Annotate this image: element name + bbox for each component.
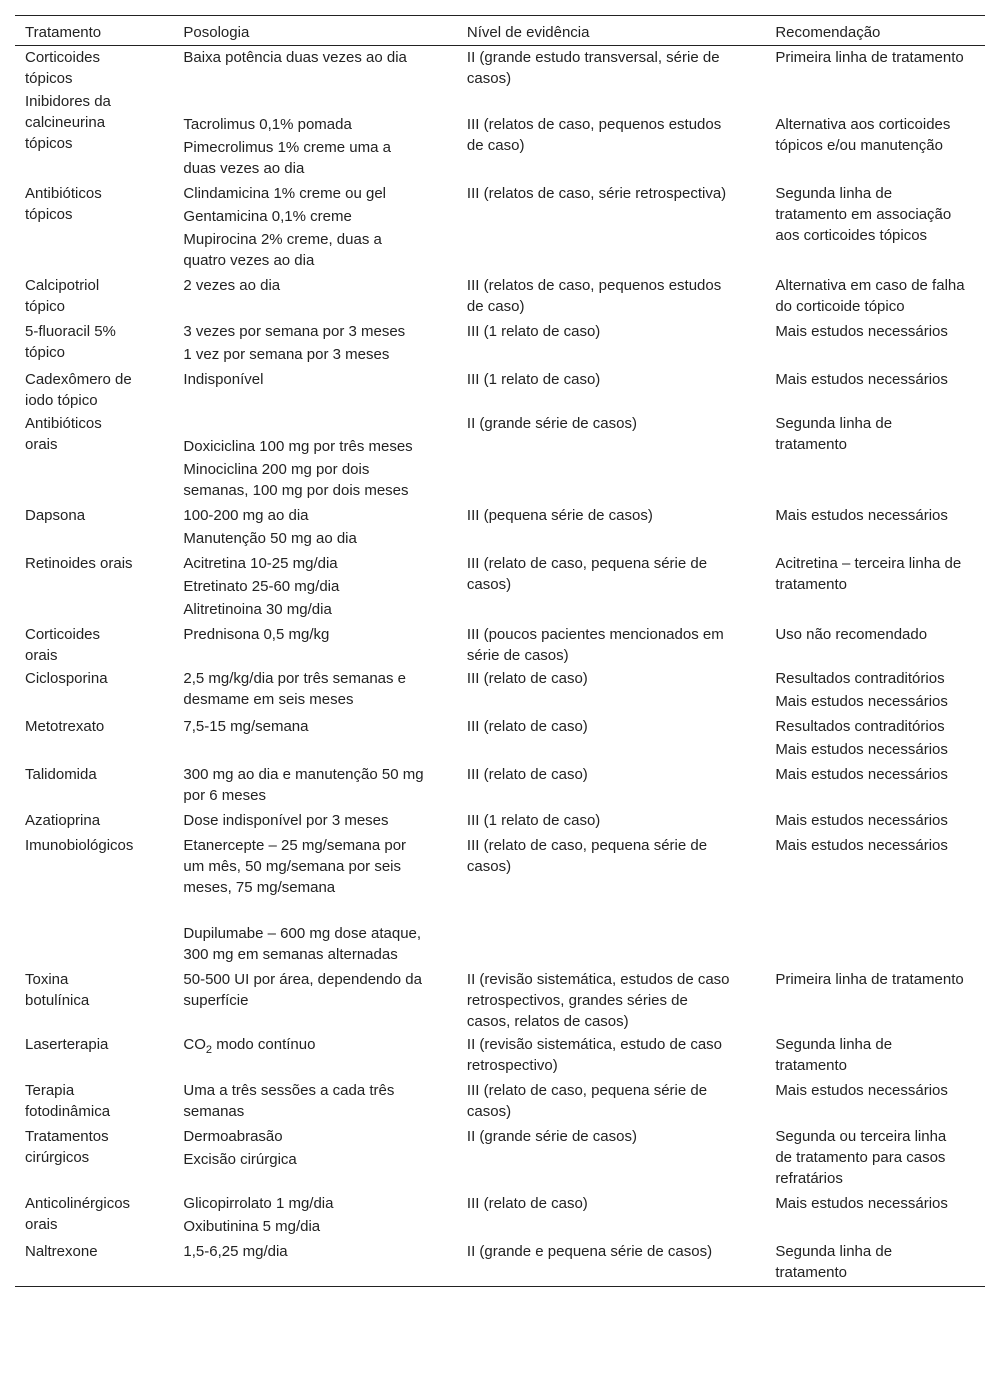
posologia-line: 3 vezes por semana por 3 meses <box>183 323 406 340</box>
cell-tratamento: Talidomida <box>25 766 97 783</box>
posologia-line: Baixa potência duas vezes ao dia <box>183 49 407 66</box>
table-row <box>15 1125 985 1192</box>
table-row <box>15 1192 985 1240</box>
cell-nivel-evidencia: III (relatos de caso, pequenos estudos de caso) <box>466 277 722 315</box>
cell-nivel-evidencia: II (grande série de casos) <box>466 1128 637 1145</box>
recomendacao-line: Segunda linha de tratamento <box>775 415 893 453</box>
cell-tratamento: Naltrexone <box>15 1240 173 1287</box>
cell-nivel-evidencia: II (grande estudo transversal, série de casos) <box>466 49 720 87</box>
cell-nivel-evidencia: III (1 relato de caso) <box>466 812 601 829</box>
evidencia-line: III (relatos de caso, pequenos estudos de caso) <box>466 116 722 154</box>
recomendacao-line: Alternativa em caso de falha do corticoide tópico <box>775 277 965 315</box>
cell-posologia <box>173 834 457 968</box>
cell-nivel-evidencia: III (relato de caso, pequena série de casos) <box>466 555 708 593</box>
cell-recomendacao <box>765 552 985 623</box>
cell-recomendacao <box>765 412 985 504</box>
cell-recomendacao <box>765 834 985 968</box>
recomendacao-line: Resultados contraditórios <box>775 718 945 735</box>
recomendacao-line: Uso não recomendado <box>775 626 928 643</box>
posologia-line: Etretinato 25-60 mg/dia <box>183 578 340 595</box>
header-nivel-evidencia: Nível de evidência <box>457 16 765 46</box>
cell-nivel-evidencia: III (poucos pacientes mencionados em série de casos) <box>466 626 724 664</box>
cell-nivel-evidencia: III (relato de caso) <box>466 766 588 783</box>
cell-recomendacao <box>765 504 985 552</box>
cell-tratamento: Corticoides orais <box>25 626 101 664</box>
cell-nivel-evidencia: II (revisão sistemática, estudo de caso retrospectivo) <box>466 1036 723 1074</box>
recomendacao-line: Primeira linha de tratamento <box>775 971 964 988</box>
recomendacao-line: Resultados contraditórios <box>775 670 945 687</box>
header-tratamento: Tratamento <box>15 16 173 46</box>
recomendacao-line: Acitretina – terceira linha de tratamento <box>775 555 962 593</box>
recomendacao-line: Segunda linha de tratamento em associação aos corticoides tópicos <box>775 185 952 244</box>
posologia-line: 1,5-6,25 mg/dia <box>183 1243 288 1260</box>
table-row <box>15 809 985 834</box>
cell-nivel-evidencia: III (relato de caso) <box>466 1195 588 1212</box>
posologia-line: Minociclina 200 mg por dois semanas, 100 mg por dois meses <box>183 461 409 499</box>
recomendacao-line: Mais estudos necessários <box>775 812 948 829</box>
recomendacao-line: Mais estudos necessários <box>775 323 948 340</box>
cell-tratamento: Tratamentos cirúrgicos <box>25 1128 109 1166</box>
table-row <box>15 552 985 623</box>
posologia-line: Pimecrolimus 1% creme uma a duas vezes ao dia <box>183 139 391 177</box>
cell-posologia <box>173 504 457 552</box>
cell-nivel-evidencia: III (relato de caso) <box>466 718 588 735</box>
cell-recomendacao <box>765 667 985 715</box>
cell-recomendacao <box>765 809 985 834</box>
cell-nivel-evidencia: III (relato de caso) <box>466 670 588 687</box>
posologia-line: Oxibutinina 5 mg/dia <box>183 1218 321 1235</box>
recomendacao-line: Mais estudos necessários <box>775 741 948 758</box>
cell-tratamento: Terapia fotodinâmica <box>25 1082 111 1120</box>
cell-posologia <box>173 182 457 274</box>
cell-nivel-evidencia: III (pequena série de casos) <box>466 507 653 524</box>
table-row <box>15 90 985 182</box>
cell-recomendacao <box>765 320 985 368</box>
cell-posologia <box>173 809 457 834</box>
cell-posologia <box>173 46 457 91</box>
cell-posologia <box>173 412 457 504</box>
cell-recomendacao <box>765 274 985 320</box>
cell-posologia <box>173 274 457 320</box>
cell-recomendacao <box>765 368 985 412</box>
cell-tratamento: Inibidores da calcineurina tópicos <box>25 93 111 152</box>
cell-recomendacao <box>765 1079 985 1125</box>
cell-tratamento: Toxina botulínica <box>25 971 90 1009</box>
recomendacao-line: Mais estudos necessários <box>775 371 948 388</box>
cell-tratamento: Calcipotriol tópico <box>25 277 100 315</box>
header-recomendacao: Recomendação <box>765 16 985 46</box>
cell-recomendacao <box>765 182 985 274</box>
cell-posologia <box>173 1125 457 1192</box>
cell-tratamento: Dapsona <box>25 507 86 524</box>
cell-posologia <box>173 667 457 715</box>
treatment-table <box>15 15 985 1287</box>
cell-posologia <box>173 368 457 412</box>
cell-nivel-evidencia: III (1 relato de caso) <box>466 323 601 340</box>
recomendacao-line: Mais estudos necessários <box>775 1195 948 1212</box>
recomendacao-line: Alternativa aos corticoides tópicos e/ou manutenção <box>775 116 951 154</box>
cell-nivel-evidencia: III (relato de caso, pequena série de casos) <box>466 837 708 875</box>
cell-tratamento: Imunobiológicos <box>25 837 134 854</box>
cell-posologia <box>173 1240 457 1287</box>
cell-tratamento: Antibióticos orais <box>25 415 102 453</box>
cell-tratamento: Antibióticos tópicos <box>25 185 102 223</box>
header-posologia: Posologia <box>173 16 457 46</box>
posologia-line: 7,5-15 mg/semana <box>183 718 309 735</box>
table-header-row <box>15 16 985 46</box>
cell-nivel-evidencia: II (grande série de casos) <box>466 415 637 432</box>
recomendacao-line: Primeira linha de tratamento <box>775 49 964 66</box>
cell-recomendacao <box>765 46 985 91</box>
posologia-line: 2,5 mg/kg/dia por três semanas e desmame em seis meses <box>183 670 407 708</box>
cell-recomendacao <box>765 1125 985 1192</box>
posologia-line: $CO_2$ modo contínuo <box>183 1036 316 1056</box>
table-row <box>15 834 985 968</box>
cell-nivel-evidencia: II (revisão sistemática, estudos de caso retrospectivos, grandes séries de casos, relatos de casos) <box>466 971 730 1030</box>
cell-posologia <box>173 1192 457 1240</box>
cell-tratamento: Retinoides orais <box>25 555 133 572</box>
cell-tratamento: 5-fluoracil 5% tópico <box>25 323 116 361</box>
posologia-line: 2 vezes ao dia <box>183 277 281 294</box>
table-row <box>15 368 985 412</box>
cell-nivel-evidencia: III (relato de caso, pequena série de casos) <box>466 1082 708 1120</box>
cell-tratamento: Metotrexato <box>25 718 105 735</box>
recomendacao-line <box>775 91 965 112</box>
table-row <box>15 968 985 1033</box>
cell-recomendacao <box>765 715 985 763</box>
table-row <box>15 412 985 504</box>
posologia-line: Dupilumabe – 600 mg dose ataque, 300 mg em semanas alternadas <box>183 925 422 963</box>
posologia-line: Doxiciclina 100 mg por três meses <box>183 438 413 455</box>
posologia-line: Mupirocina 2% creme, duas a quatro vezes ao dia <box>183 231 382 269</box>
posologia-line: Glicopirrolato 1 mg/dia <box>183 1195 334 1212</box>
cell-posologia <box>173 320 457 368</box>
recomendacao-line: Segunda linha de tratamento <box>775 1243 893 1281</box>
posologia-line: Gentamicina 0,1% creme <box>183 208 352 225</box>
posologia-line: Uma a três sessões a cada três semanas <box>183 1082 395 1120</box>
posologia-line <box>183 413 427 434</box>
table-row <box>15 1240 985 1287</box>
cell-tratamento: Azatioprina <box>25 812 101 829</box>
cell-nivel-evidencia: II (grande e pequena série de casos) <box>457 1240 765 1287</box>
cell-recomendacao <box>765 1033 985 1079</box>
table-row <box>15 504 985 552</box>
posologia-line: Dose indisponível por 3 meses <box>183 812 389 829</box>
cell-posologia <box>173 1033 457 1079</box>
posologia-line: Clindamicina 1% creme ou gel <box>183 185 387 202</box>
cell-tratamento: Cadexômero de iodo tópico <box>25 371 132 409</box>
table-row <box>15 1033 985 1079</box>
cell-tratamento: Corticoides tópicos <box>25 49 101 87</box>
cell-recomendacao <box>765 763 985 809</box>
posologia-line: Excisão cirúrgica <box>183 1151 297 1168</box>
cell-posologia <box>173 763 457 809</box>
recomendacao-line: Mais estudos necessários <box>775 837 948 854</box>
cell-tratamento: Anticolinérgicos orais <box>25 1195 131 1233</box>
recomendacao-line: Segunda linha de tratamento <box>775 1036 893 1074</box>
cell-posologia <box>173 715 457 763</box>
posologia-line: Dermoabrasão <box>183 1128 283 1145</box>
cell-nivel-evidencia: III (relatos de caso, série retrospectiva) <box>466 185 727 202</box>
posologia-line: Alitretinoina 30 mg/dia <box>183 601 332 618</box>
cell-posologia <box>173 552 457 623</box>
posologia-line: 300 mg ao dia e manutenção 50 mg por 6 meses <box>183 766 424 804</box>
posologia-line: 100-200 mg ao dia <box>183 507 309 524</box>
cell-recomendacao <box>765 1240 985 1287</box>
cell-posologia <box>173 90 457 182</box>
table-row <box>15 182 985 274</box>
table-row <box>15 715 985 763</box>
table-row <box>15 763 985 809</box>
recomendacao-line: Mais estudos necessários <box>775 693 948 710</box>
posologia-line <box>183 91 427 112</box>
posologia-line: 50-500 UI por área, dependendo da superfície <box>183 971 422 1009</box>
recomendacao-line: Mais estudos necessários <box>775 1082 948 1099</box>
posologia-line: 1 vez por semana por 3 meses <box>183 346 390 363</box>
cell-posologia <box>173 1079 457 1125</box>
cell-tratamento: Laserterapia <box>25 1036 109 1053</box>
cell-tratamento: Ciclosporina <box>25 670 108 687</box>
posologia-line: Indisponível <box>183 371 264 388</box>
recomendacao-line: Segunda ou terceira linha de tratamento para casos refratários <box>775 1128 947 1187</box>
table-row <box>15 320 985 368</box>
posologia-line: Etanercepte – 25 mg/semana por um mês, 50 mg/semana por seis meses, 75 mg/semana <box>183 837 407 896</box>
table-row <box>15 46 985 91</box>
table-row <box>15 623 985 667</box>
cell-recomendacao <box>765 623 985 667</box>
posologia-line: Prednisona 0,5 mg/kg <box>183 626 330 643</box>
posologia-line: Acitretina 10-25 mg/dia <box>183 555 338 572</box>
cell-recomendacao <box>765 90 985 182</box>
recomendacao-line: Mais estudos necessários <box>775 507 948 524</box>
cell-posologia <box>173 968 457 1033</box>
posologia-line: Tacrolimus 0,1% pomada <box>183 116 352 133</box>
cell-recomendacao <box>765 968 985 1033</box>
cell-nivel-evidencia: III (1 relato de caso) <box>466 371 601 388</box>
table-row <box>15 274 985 320</box>
cell-recomendacao <box>765 1192 985 1240</box>
recomendacao-line: Mais estudos necessários <box>775 766 948 783</box>
evidencia-line <box>467 91 735 112</box>
table-row <box>15 1079 985 1125</box>
cell-nivel-evidencia <box>457 90 765 182</box>
posologia-line: Manutenção 50 mg ao dia <box>183 530 357 547</box>
table-row <box>15 667 985 715</box>
cell-posologia <box>173 623 457 667</box>
